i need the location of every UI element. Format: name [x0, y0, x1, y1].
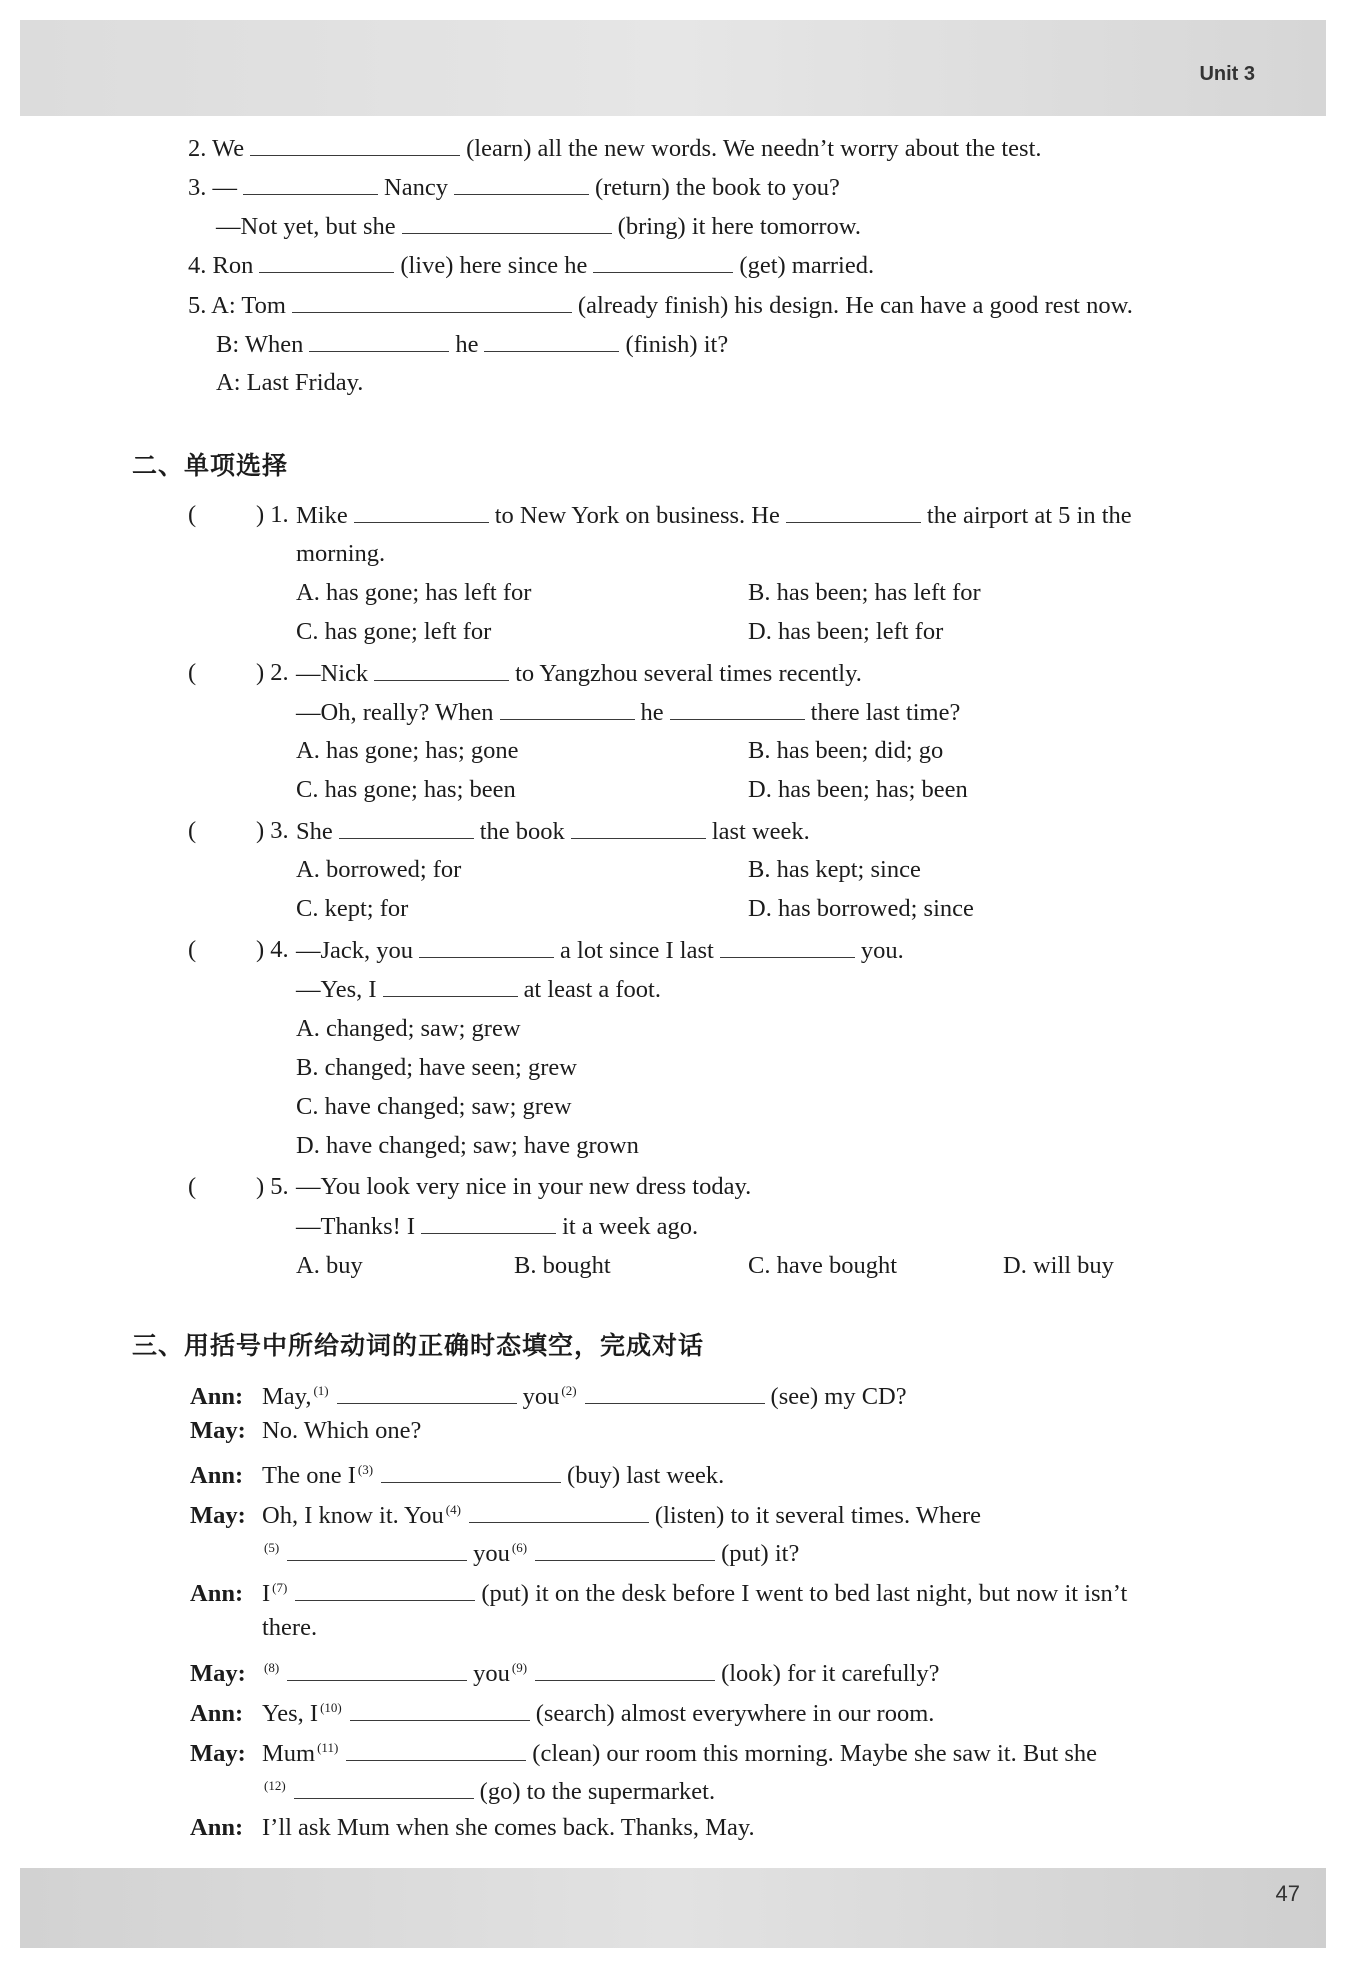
s2-q4-stem-line2: [296, 974, 661, 1005]
s2-q2-option-a[interactable]: A. has gone; has; gone: [296, 737, 519, 764]
d6-a: I: [262, 1580, 271, 1607]
s2-q4-p3: you.: [860, 937, 904, 964]
s1-q4-hint: (live) here since he: [400, 252, 588, 279]
s1-q4-line: [188, 250, 874, 281]
s2-q3-paren: (: [188, 817, 197, 844]
s2-q1-stem: [296, 500, 1132, 531]
s2-q1-option-b[interactable]: B. has been; has left for: [748, 579, 981, 606]
dialogue-line-2: [190, 1416, 421, 1446]
s2-q5-stem-line2: [296, 1211, 698, 1242]
s1-q3-reply-line: [216, 211, 861, 242]
d4-b: (listen) to it several times. Where: [654, 1502, 982, 1529]
s1-q5-hint: (already finish) his design. He can have a good rest now.: [577, 292, 1133, 319]
s2-q2-p1: —Nick: [296, 660, 369, 687]
s1-q5-line: [188, 290, 1133, 321]
s1-q3-name: Nancy: [384, 174, 448, 201]
s2-q1-option-a[interactable]: A. has gone; has left for: [296, 579, 532, 606]
answer-blank[interactable]: [381, 1460, 561, 1483]
s2-q1-option-c[interactable]: C. has gone; left for: [296, 618, 492, 645]
s2-q2-l2b: he: [640, 699, 664, 726]
answer-blank[interactable]: [720, 935, 855, 958]
s2-q4-option-d[interactable]: D. have changed; saw; have grown: [296, 1132, 639, 1159]
d5-a: you: [473, 1540, 510, 1567]
blank-number: (12): [264, 1778, 286, 1793]
unit-label: Unit 3: [1199, 63, 1255, 85]
dialogue-line-7: there.: [262, 1614, 318, 1641]
answer-blank[interactable]: [346, 1738, 526, 1761]
answer-blank[interactable]: [535, 1658, 715, 1681]
s1-q3-number: 3. —: [188, 174, 237, 201]
speaker-may: May:: [190, 1417, 246, 1444]
answer-blank[interactable]: [571, 816, 706, 839]
s2-q3-stem: [296, 816, 810, 847]
s1-q4-hint2: (get) married.: [739, 252, 875, 279]
d8-a: you: [473, 1660, 510, 1687]
d4-a: Oh, I know it. You: [262, 1502, 444, 1529]
s2-q4-p1: —Jack, you: [296, 937, 414, 964]
dialogue-line-12: [190, 1813, 755, 1843]
s2-q1-option-d[interactable]: D. has been; left for: [748, 618, 944, 645]
answer-blank[interactable]: [454, 172, 589, 195]
d5-b: (put) it?: [721, 1540, 800, 1567]
s2-q4-p2: a lot since I last: [560, 937, 714, 964]
s2-q4-paren: (: [188, 936, 197, 963]
blank-number: (11): [317, 1740, 339, 1755]
answer-blank[interactable]: [786, 500, 921, 523]
speaker-ann: Ann:: [190, 1700, 244, 1727]
blank-number: (10): [320, 1700, 342, 1715]
speaker-ann: Ann:: [190, 1580, 244, 1607]
page-number: 47: [1275, 1881, 1300, 1906]
s2-q2-option-c[interactable]: C. has gone; has; been: [296, 776, 516, 803]
dialogue-line-11: [262, 1771, 715, 1807]
blank-number: (4): [445, 1502, 461, 1517]
s2-q2-stem-line2: [296, 697, 960, 728]
speaker-ann: Ann:: [190, 1383, 244, 1410]
s1-q3-line: [188, 172, 840, 203]
speaker-ann: Ann:: [190, 1462, 244, 1489]
s2-q1-p1: Mike: [296, 502, 348, 529]
s2-q3-p1: She: [296, 818, 333, 845]
s1-q5-b-start: B: When: [216, 331, 304, 358]
s2-q4-l2a: —Yes, I: [296, 976, 377, 1003]
d1-b: you: [522, 1383, 560, 1410]
footer-band: [20, 1868, 1326, 1948]
answer-blank[interactable]: [350, 1698, 530, 1721]
dialogue-line-8: [190, 1653, 939, 1689]
d10-a: Mum: [262, 1740, 316, 1767]
s1-q3-reply: —Not yet, but she: [216, 213, 396, 240]
answer-blank[interactable]: [419, 935, 554, 958]
dialogue-line-9: [190, 1693, 934, 1729]
header-band: [20, 20, 1326, 116]
d12-a: I’ll ask Mum when she comes back. Thanks, May.: [262, 1814, 755, 1841]
s2-q3-number: ) 3.: [256, 817, 289, 844]
blank-number: (3): [357, 1462, 374, 1477]
s1-q3-hint2: (bring) it here tomorrow.: [617, 213, 861, 240]
answer-blank[interactable]: [402, 211, 612, 234]
dialogue-line-6: [190, 1573, 1127, 1609]
dialogue-line-3: [190, 1455, 724, 1491]
s2-q4-option-b[interactable]: B. changed; have seen; grew: [296, 1054, 577, 1081]
answer-blank[interactable]: [337, 1381, 517, 1404]
s2-q3-option-c[interactable]: C. kept; for: [296, 895, 409, 922]
s2-q5-option-d[interactable]: D. will buy: [1003, 1252, 1114, 1279]
s2-q5-l2a: —Thanks! I: [296, 1213, 416, 1240]
s2-q2-l2a: —Oh, really? When: [296, 699, 494, 726]
s2-q2-l2c: there last time?: [810, 699, 961, 726]
d6-b: (put) it on the desk before I went to bed last night, but now it isn’t: [481, 1580, 1128, 1607]
d3-b: (buy) last week.: [567, 1462, 725, 1489]
dialogue-line-1: [190, 1376, 907, 1412]
s2-q5-paren: (: [188, 1173, 197, 1200]
s1-q5-number: 5. A: Tom: [188, 292, 286, 319]
s2-q5-number: ) 5.: [256, 1173, 289, 1200]
d1-c: (see) my CD?: [770, 1383, 907, 1410]
answer-blank[interactable]: [287, 1538, 467, 1561]
d11-a: (go) to the supermarket.: [479, 1778, 716, 1805]
s1-q5-b-line: [216, 329, 728, 360]
s1-q4-number: 4. Ron: [188, 252, 254, 279]
answer-blank[interactable]: [309, 329, 449, 352]
s2-q5-option-b[interactable]: B. bought: [514, 1252, 611, 1279]
answer-blank[interactable]: [339, 816, 474, 839]
s2-q2-number: ) 2.: [256, 659, 289, 686]
blank-number: (8): [264, 1660, 280, 1675]
answer-blank[interactable]: [469, 1500, 649, 1523]
speaker-may: May:: [190, 1740, 246, 1767]
s2-q3-option-a[interactable]: A. borrowed; for: [296, 856, 462, 883]
s2-q2-stem: [296, 658, 862, 689]
s2-q3-option-b[interactable]: B. has kept; since: [748, 856, 921, 883]
d10-b: (clean) our room this morning. Maybe she saw it. But she: [532, 1740, 1098, 1767]
s2-q1-number: ) 1.: [256, 501, 289, 528]
blank-number: (9): [511, 1660, 528, 1675]
answer-blank[interactable]: [287, 1658, 467, 1681]
s2-q2-paren: (: [188, 659, 197, 686]
blank-number: (2): [561, 1383, 577, 1398]
s2-q3-p3: last week.: [711, 818, 810, 845]
answer-blank[interactable]: [243, 172, 378, 195]
blank-number: (7): [272, 1580, 288, 1595]
answer-blank[interactable]: [374, 658, 509, 681]
s2-q3-p2: the book: [479, 818, 565, 845]
s2-q2-option-d[interactable]: D. has been; has; been: [748, 776, 968, 803]
blank-number: (5): [264, 1540, 280, 1555]
d9-b: (search) almost everywhere in our room.: [535, 1700, 935, 1727]
answer-blank[interactable]: [593, 250, 733, 273]
answer-blank[interactable]: [421, 1211, 556, 1234]
answer-blank[interactable]: [484, 329, 619, 352]
s2-q5-option-a[interactable]: A. buy: [296, 1252, 363, 1279]
dialogue-line-4: [190, 1495, 981, 1531]
answer-blank[interactable]: [500, 697, 635, 720]
d3-a: The one I: [262, 1462, 356, 1489]
speaker-ann: Ann:: [190, 1814, 244, 1841]
s2-q5-l2b: it a week ago.: [562, 1213, 699, 1240]
s1-q2-line: [188, 133, 1042, 164]
answer-blank[interactable]: [295, 1578, 475, 1601]
s2-q1-p3: the airport at 5 in the: [926, 502, 1132, 529]
answer-blank[interactable]: [250, 133, 460, 156]
s2-q2-p2: to Yangzhou several times recently.: [515, 660, 862, 687]
s1-q3-hint: (return) the book to you?: [594, 174, 840, 201]
s2-q1-p2: to New York on business. He: [494, 502, 780, 529]
s2-q2-option-b[interactable]: B. has been; did; go: [748, 737, 944, 764]
answer-blank[interactable]: [294, 1776, 474, 1799]
d2-a: No. Which one?: [262, 1417, 422, 1444]
s1-q2-hint: (learn) all the new words. We needn’t worry about the test.: [466, 135, 1042, 162]
s1-q5-b-mid: he: [455, 331, 479, 358]
answer-blank[interactable]: [259, 250, 394, 273]
speaker-may: May:: [190, 1660, 246, 1687]
d8-b: (look) for it carefully?: [721, 1660, 940, 1687]
d9-a: Yes, I: [262, 1700, 319, 1727]
section2-title: 二、单项选择: [132, 451, 289, 480]
answer-blank[interactable]: [354, 500, 489, 523]
s2-q4-option-a[interactable]: A. changed; saw; grew: [296, 1015, 521, 1042]
dialogue-line-5: [262, 1533, 799, 1569]
blank-number: (6): [511, 1540, 528, 1555]
blank-number: (1): [313, 1383, 329, 1398]
answer-blank[interactable]: [383, 974, 518, 997]
speaker-may: May:: [190, 1502, 246, 1529]
s1-q5-a-line: A: Last Friday.: [216, 369, 364, 396]
s2-q4-l2b: at least a foot.: [523, 976, 661, 1003]
s1-q5-b-hint: (finish) it?: [625, 331, 729, 358]
section3-title: 三、用括号中所给动词的正确时态填空，完成对话: [132, 1331, 705, 1360]
s1-q2-number: 2. We: [188, 135, 245, 162]
d1-a: May,: [262, 1383, 312, 1410]
s2-q3-option-d[interactable]: D. has borrowed; since: [748, 895, 974, 922]
s2-q1-paren: (: [188, 501, 197, 528]
s2-q1-stem-cont: morning.: [296, 540, 386, 567]
s2-q4-stem: [296, 935, 904, 966]
answer-blank[interactable]: [670, 697, 805, 720]
s2-q4-number: ) 4.: [256, 936, 289, 963]
dialogue-line-10: [190, 1733, 1097, 1769]
s2-q5-stem: —You look very nice in your new dress today.: [296, 1173, 752, 1200]
answer-blank[interactable]: [292, 290, 572, 313]
s2-q5-option-c[interactable]: C. have bought: [748, 1252, 898, 1279]
answer-blank[interactable]: [535, 1538, 715, 1561]
s2-q4-option-c[interactable]: C. have changed; saw; grew: [296, 1093, 572, 1120]
answer-blank[interactable]: [585, 1381, 765, 1404]
